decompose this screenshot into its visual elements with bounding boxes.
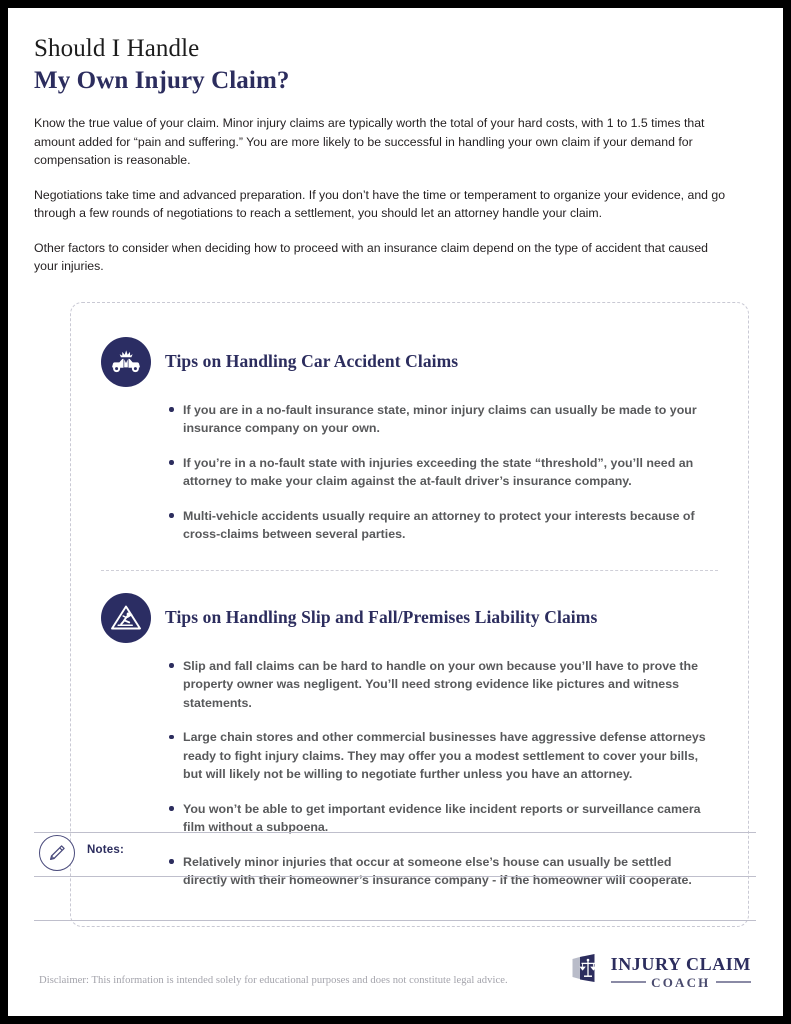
brand-logo-line-2-row [611,976,751,989]
list-item-text: Multi-vehicle accidents usually require an attorney to protect your interests because of cross-claims between several parties. [183,508,695,541]
scales-of-justice-icon [571,953,605,990]
page-content [8,8,783,1016]
intro-paragraph-2: Negotiations take time and advanced preparation. If you don’t have the time or temperament to organize your evidence, and go through a few rounds of negotiations to reach a settlement, you should let an attorney handle your claim. [34,187,726,220]
intro-section [34,114,756,276]
bullet-dot-icon [169,460,174,465]
list-item [169,401,714,438]
section-title-slip-and-fall: Tips on Handling Slip and Fall/Premises Liability Claims [165,607,598,627]
section-title-car-accident: Tips on Handling Car Accident Claims [165,351,459,371]
list-item [169,657,714,713]
notes-section [34,818,756,938]
notes-line-2 [34,876,756,877]
notes-line-3 [34,920,756,921]
list-item-text: Large chain stores and other commercial businesses have aggressive defense attorneys ready to fight injury claims. They may offer you a modest settlement to cover your bills, but will likely not be willing to negotiate further unless you have an attorney. [183,730,706,781]
notes-label: Notes: [87,844,124,856]
brand-logo-text [611,955,751,989]
page-footer [34,940,756,992]
list-item-text: Slip and fall claims can be hard to handle on your own because you’ll have to prove the property owner was negligent. You’ll need strong evidence like pictures and witness statements. [183,658,699,710]
notes-line-1 [34,832,756,833]
list-item-text: If you’re in a no-fault state with injuries exceeding the state “threshold”, you’ll need an attorney to make your claim against the at-fault driver’s insurance company. [183,455,694,488]
list-item-text: You won’t be able to get important evidence like incident reports or surveillance camera film without a subpoena. [183,801,701,834]
bullet-dot-icon [169,663,174,668]
brand-logo-line-1: INJURY CLAIM [610,953,751,974]
page-title-line-1: Should I Handle [34,35,200,62]
tips-section-car-accident [101,337,718,544]
bullet-list-car-accident [169,401,718,544]
logo-rule-right [716,981,752,983]
car-crash-icon [101,337,151,387]
page-title-line-2: My Own Injury Claim? [34,67,290,94]
intro-paragraph-3: Other factors to consider when deciding how to proceed with an insurance claim depend on the type of accident that caused your injuries. [34,240,709,273]
section-header-car-accident [101,337,718,387]
section-divider [101,570,718,571]
pencil-icon [39,835,75,871]
list-item-text: If you are in a no-fault insurance state, minor injury claims can usually be made to your insurance company on your own. [183,402,697,435]
bullet-dot-icon [169,806,174,811]
list-item-text: Relatively minor injuries that occur at someone else’s house can usually be settled directly with their homeowner’s insurance company - if the homeowner will cooperate. [183,854,692,887]
disclaimer-text: Disclaimer: This information is intended solely for educational purposes and does not constitute legal advice. [39,975,508,986]
slip-and-fall-warning-icon [101,593,151,643]
bullet-dot-icon [169,407,174,412]
brand-logo[interactable] [571,953,751,990]
list-item [169,728,714,784]
logo-rule-left [611,981,647,983]
list-item [169,507,714,544]
intro-paragraph-1: Know the true value of your claim. Minor injury claims are typically worth the total of your hard costs, with 1 to 1.5 times that amount added for “pain and suffering.” You are more likely to be successful in handling your own claim if your demand for compensation is reasonable. [34,116,705,167]
document-page [8,8,783,1016]
brand-logo-line-2: COACH [651,974,711,990]
bullet-dot-icon [169,735,174,740]
list-item [169,454,714,491]
page-title [34,34,756,96]
bullet-dot-icon [169,513,174,518]
section-header-slip-and-fall [101,593,718,643]
